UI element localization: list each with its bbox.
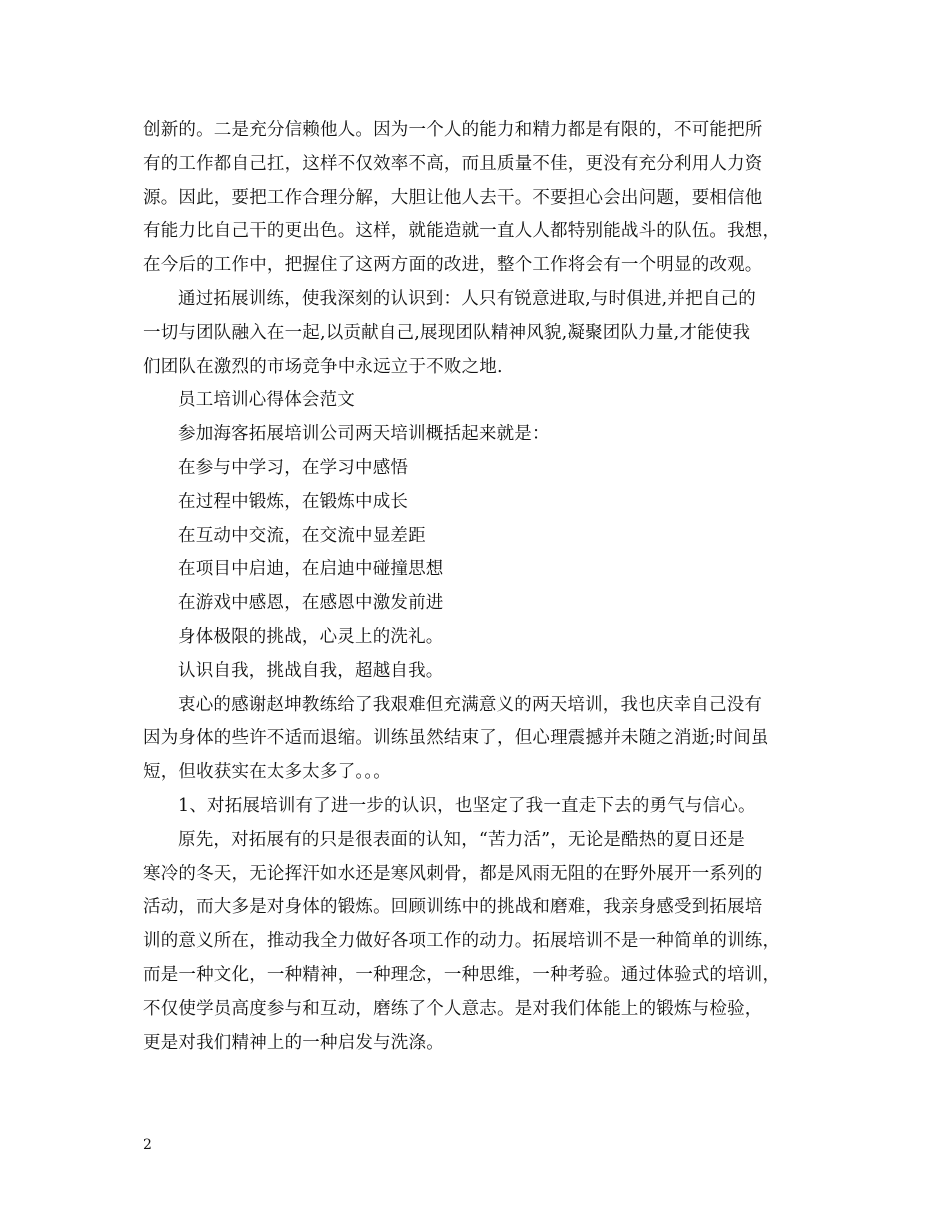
body-text [143, 114, 823, 1060]
text-line: 短，但收获实在太多太多了。。。 [143, 762, 391, 783]
text-line: 通过拓展训练，使我深刻的认识到：人只有锐意进取,与时俱进,并把自己的 [178, 288, 756, 309]
text-line: 有的工作都自己扛，这样不仅效率不高，而且质量不佳，更没有充分利用人力资 [143, 153, 763, 174]
text-line: 在过程中锻炼，在锻炼中成长 [178, 491, 409, 512]
text-line: 因为身体的些许不适而退缩。训练虽然结束了，但心理震撼并未随之消逝;时间虽 [143, 728, 769, 749]
page-number: 2 [143, 1137, 152, 1153]
text-line: 们团队在激烈的市场竞争中永远立于不败之地. [143, 356, 503, 377]
text-line: 更是对我们精神上的一种启发与洗涤。 [143, 1032, 444, 1053]
text-line: 创新的。二是充分信赖他人。因为一个人的能力和精力都是有限的，不可能把所 [143, 120, 763, 140]
text-line: 参加海客拓展培训公司两天培训概括起来就是： [178, 424, 550, 445]
text-line: 寒冷的冬天，无论挥汗如水还是寒风刺骨，都是风雨无阻的在野外展开一系列的 [143, 863, 763, 884]
text-line: 训的意义所在，推动我全力做好各项工作的动力。拓展培训不是一种简单的训练， [143, 931, 781, 952]
section-heading: 员工培训心得体会范文 [178, 390, 355, 411]
text-line: 在今后的工作中，把握住了这两方面的改进，整个工作将会有一个明显的改观。 [143, 255, 763, 276]
text-line: 在参与中学习，在学习中感悟 [178, 457, 409, 478]
text-line: 身体极限的挑战，心灵上的洗礼。 [178, 626, 444, 647]
text-line: 在项目中启迪，在启迪中碰撞思想 [178, 559, 444, 580]
text-line: 活动，而大多是对身体的锻炼。回顾训练中的挑战和磨难，我亲身感受到拓展培 [143, 897, 763, 918]
text-line: 源。因此，要把工作合理分解，大胆让他人去干。不要担心会出问题，要相信他 [143, 187, 763, 208]
text-line: 原先，对拓展有的只是很表面的认知，“苦力活”，无论是酷热的夏日还是 [178, 829, 745, 850]
text-line: 一切与团队融入在一起,以贡献自己,展现团队精神风貌,凝聚团队力量,才能使我 [143, 322, 751, 343]
text-line: 有能力比自己干的更出色。这样，就能造就一直人人都特别能战斗的队伍。我想， [143, 221, 781, 242]
text-line: 在游戏中感恩，在感恩中激发前进 [178, 593, 444, 614]
text-line: 而是一种文化，一种精神，一种理念，一种思维，一种考验。通过体验式的培训， [143, 964, 781, 985]
text-line: 不仅使学员高度参与和互动，磨练了个人意志。是对我们体能上的锻炼与检验， [143, 998, 763, 1019]
text-line: 衷心的感谢赵坤教练给了我艰难但充满意义的两天培训，我也庆幸自己没有 [178, 694, 763, 715]
text-line: 在互动中交流，在交流中显差距 [178, 525, 426, 546]
text-line: 认识自我，挑战自我，超越自我。 [178, 660, 444, 681]
text-line: 1、对拓展培训有了进一步的认识，也坚定了我一直走下去的勇气与信心。 [178, 795, 756, 816]
